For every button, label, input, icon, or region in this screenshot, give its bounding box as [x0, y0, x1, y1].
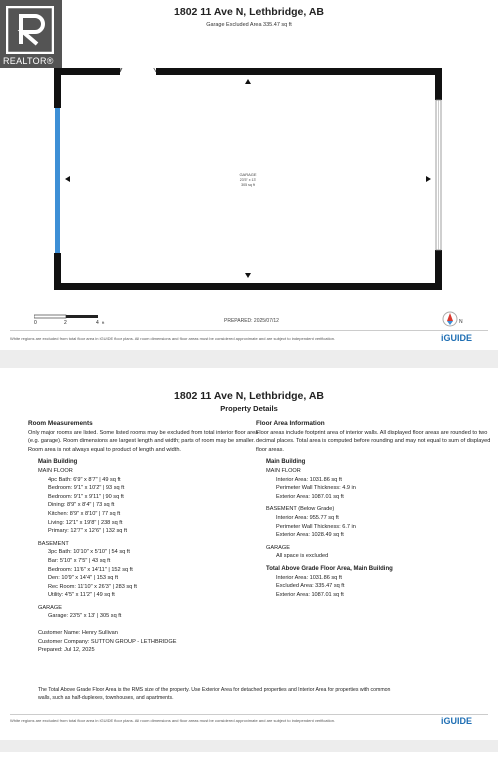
room-line: Bedroom: 9'1" x 10'2" | 93 sq ft — [48, 485, 125, 492]
wall-right-top — [435, 68, 442, 100]
intro-line: Floor areas include footprint area of interior walls. All displayed floor areas are rounded to two — [256, 429, 488, 436]
scale-label-4: 4 — [96, 320, 99, 326]
area-line: Interior Area: 955.77 sq ft — [276, 514, 339, 521]
wall-bottom — [54, 283, 442, 290]
room-dims: 23'5" x 13' — [239, 178, 257, 182]
prepared-date: PREPARED: 2025/07/12 — [224, 318, 279, 324]
iguide-logo: iGUIDE — [440, 716, 472, 726]
building-heading: Main Building — [266, 459, 306, 466]
intro-line: Room area is not always equal to product of length and width. — [28, 446, 181, 453]
building-heading: Main Building — [38, 459, 78, 466]
page-subtitle: Garage Excluded Area 335.47 sq ft — [206, 22, 292, 28]
footer-disclaimer: White regions are excluded from total floor area in iGUIDE floor plans. All room dimensions and floor areas must be considered approximate and are subject to independent verification. — [10, 718, 336, 723]
dim-arrow-top — [245, 79, 251, 84]
intro-line: decimal places. Total area is computed before rounding and may not equal to sum of displayed — [256, 438, 491, 445]
prepared-date: Prepared: Jul 12, 2025 — [38, 647, 95, 654]
dim-arrow-right — [426, 176, 431, 182]
intro-line: Only major rooms are listed. Some listed rooms may be excluded from total interior floor area — [28, 429, 259, 436]
note-line: The Total Above Grade Floor Area is the RMS size of the property. Use Exterior Area for detached properties and Interior Area for properties with common — [38, 687, 391, 693]
room-line: Utility: 4'5" x 11'2" | 49 sq ft — [48, 592, 115, 599]
floor-plan-page — [0, 0, 498, 350]
wall-left-top — [54, 68, 61, 108]
next-page-edge — [0, 752, 498, 772]
area-line: Perimeter Wall Thickness: 4.9 in — [276, 485, 356, 492]
area-line: Exterior Area: 1087.01 sq ft — [276, 493, 344, 500]
rms-note — [38, 686, 478, 702]
dim-arrow-left — [65, 176, 70, 182]
customer-name: Customer Name: Henry Sullivan — [38, 630, 118, 637]
window-left — [55, 108, 60, 253]
door-swing-arc — [120, 68, 156, 72]
room-line: Bedroom: 9'1" x 9'11" | 90 sq ft — [48, 493, 124, 500]
area-line: Exterior Area: 1087.01 sq ft — [276, 591, 344, 598]
total-area-heading: Total Above Grade Floor Area, Main Building — [266, 565, 393, 572]
intro-line: (e.g. garage). Room dimensions are largest length and width; parts of room may be smaller. — [28, 438, 255, 445]
floor-area-column — [256, 420, 491, 599]
page-title: 1802 11 Ave N, Lethbridge, AB — [174, 390, 324, 402]
room-area: 305 sq ft — [241, 183, 255, 187]
floor-heading: GARAGE — [266, 544, 290, 551]
scale-label-0: 0 — [34, 320, 37, 326]
wall-top-right — [156, 68, 442, 75]
room-line: Bedroom: 11'6" x 14'11" | 152 sq ft — [48, 566, 133, 573]
floor-heading: BASEMENT (Below Grade) — [266, 506, 335, 513]
note-line: walls, such as half-duplexes, townhouses, and apartments. — [38, 695, 174, 701]
realtor-logo-text: REALTOR® — [3, 56, 54, 66]
compass-icon — [440, 310, 464, 328]
scale-bar — [34, 314, 110, 326]
room-line: Rec Room: 11'10" x 26'3" | 283 sq ft — [48, 583, 137, 590]
room-line: 4pc Bath: 6'9" x 8'7" | 49 sq ft — [48, 476, 121, 483]
door-leaf — [120, 68, 128, 72]
room-line: Bar: 5'10" x 7'5" | 43 sq ft — [48, 557, 111, 564]
wall-top-left — [54, 68, 120, 75]
page-subtitle: Property Details — [220, 404, 278, 413]
dim-arrow-bottom — [245, 273, 251, 278]
room-line: Den: 10'9" x 14'4" | 153 sq ft — [48, 575, 119, 582]
floor-heading: MAIN FLOOR — [266, 467, 301, 474]
floor-area-heading: Floor Area Information — [256, 420, 325, 427]
footer-disclaimer: White regions are excluded from total floor area in iGUIDE floor plans. All room dimensions and floor areas must be considered approximate and are subject to independent verification. — [10, 336, 336, 341]
property-details-page — [0, 368, 498, 740]
area-line: Interior Area: 1031.86 sq ft — [276, 476, 342, 483]
footer-divider — [10, 714, 488, 715]
room-line: Living: 12'1" x 19'8" | 238 sq ft — [48, 519, 123, 526]
room-line: Garage: 23'5" x 13' | 305 sq ft — [48, 613, 122, 620]
floor-heading: GARAGE — [38, 604, 62, 611]
room-line: Dining: 8'9" x 8'4" | 73 sq ft — [48, 502, 115, 509]
room-line: 3pc Bath: 10'10" x 5'10" | 54 sq ft — [48, 549, 130, 556]
room-measurements-heading: Room Measurements — [28, 420, 93, 427]
area-line: Interior Area: 1031.86 sq ft — [276, 574, 342, 581]
area-line: Exterior Area: 1028.49 sq ft — [276, 532, 344, 539]
floor-heading: MAIN FLOOR — [38, 467, 73, 474]
area-line: Perimeter Wall Thickness: 6.7 in — [276, 523, 356, 530]
room-label: GARAGE — [239, 172, 257, 177]
svg-text:N: N — [459, 319, 463, 325]
scale-label-unit: ft — [102, 320, 105, 325]
iguide-logo: iGUIDE — [440, 333, 472, 343]
customer-company: Customer Company: SUTTON GROUP - LETHBRIDGE — [38, 638, 177, 645]
garage-floor-plan — [54, 68, 442, 290]
footer-divider — [10, 330, 488, 331]
floor-heading: BASEMENT — [38, 540, 69, 547]
area-line: All space is excluded — [276, 553, 329, 560]
room-line: Kitchen: 8'9" x 8'10" | 77 sq ft — [48, 510, 121, 517]
room-line: Primary: 12'7" x 12'6" | 132 sq ft — [48, 528, 128, 535]
wall-left-bottom — [54, 253, 61, 290]
wall-right-bottom — [435, 250, 442, 290]
page-title: 1802 11 Ave N, Lethbridge, AB — [174, 6, 324, 18]
intro-line: floor areas. — [256, 446, 284, 453]
area-line: Excluded Area: 335.47 sq ft — [276, 583, 345, 590]
room-measurements-column — [28, 420, 259, 655]
scale-label-2: 2 — [64, 320, 67, 326]
